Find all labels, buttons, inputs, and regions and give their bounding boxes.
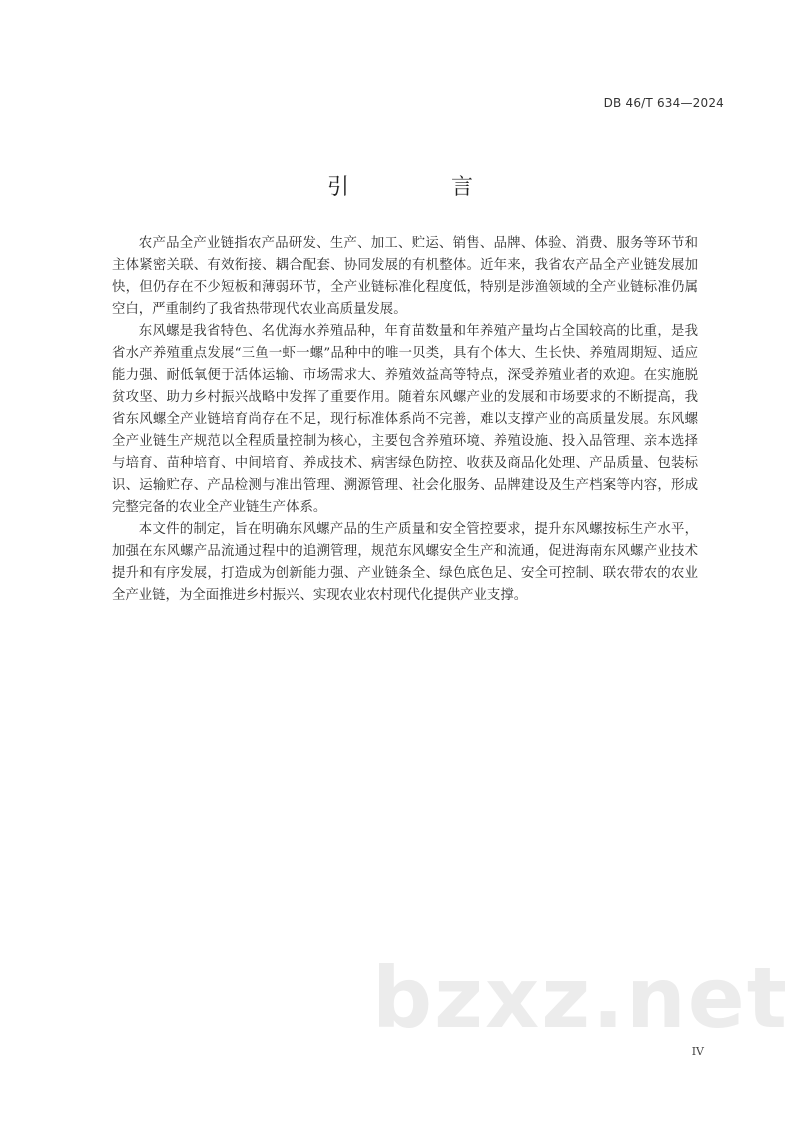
paragraph: 农产品全产业链指农产品研发、生产、加工、贮运、销售、品牌、体验、消费、服务等环节和主体紧密关联、有效衔接、耦合配套、协同发展的有机整体。近年来，我省农产品全产业链发展加快，但仍存在不少短板和薄弱环节，全产业链标准化程度低，特别是涉渔领域的全产业链标准仍属空白，严重制约了我省热带现代农业高质量发展。	[112, 236, 698, 317]
paragraph: 本文件的制定，旨在明确东风螺产品的生产质量和安全管控要求，提升东风螺按标生产水平，加强在东风螺产品流通过程中的追溯管理，规范东风螺安全生产和流通，促进海南东风螺产业技术提升和有序发展，打造成为创新能力强、产业链条全、绿色底色足、安全可控制、联农带农的农业全产业链，为全面推进乡村振兴、实现农业农村现代化提供产业支撑。	[112, 522, 698, 603]
document-code: DB 46/T 634—2024	[603, 96, 724, 110]
paragraph: 东风螺是我省特色、名优海水养殖品种，年育苗数量和年养殖产量均占全国较高的比重，是我省水产养殖重点发展“三鱼一虾一螺”品种中的唯一贝类，具有个体大、生长快、养殖周期短、适应能力强、耐低氧便于活体运输、市场需求大、养殖效益高等特点，深受养殖业者的欢迎。在实施脱贫攻坚、助力乡村振兴战略中发挥了重要作用。随着东风螺产业的发展和市场要求的不断提高，我省东风螺全产业链培育尚存在不足，现行标准体系尚不完善，难以支撑产业的高质量发展。东风螺全产业链生产规范以全程质量控制为核心，主要包含养殖环境、养殖设施、投入品管理、亲本选择与培育、苗种培育、中间培育、养成技术、病害绿色防控、收获及商品化处理、产品质量、包装标识、运输贮存、产品检测与准出管理、溯源管理、社会化服务、品牌建设及生产档案等内容，形成完整完备的农业全产业链生产体系。	[112, 324, 698, 515]
watermark: bzxz.net	[372, 949, 789, 1047]
page-number: IV	[691, 1045, 704, 1058]
body-text	[112, 233, 698, 607]
section-title: 引 言	[326, 175, 513, 200]
